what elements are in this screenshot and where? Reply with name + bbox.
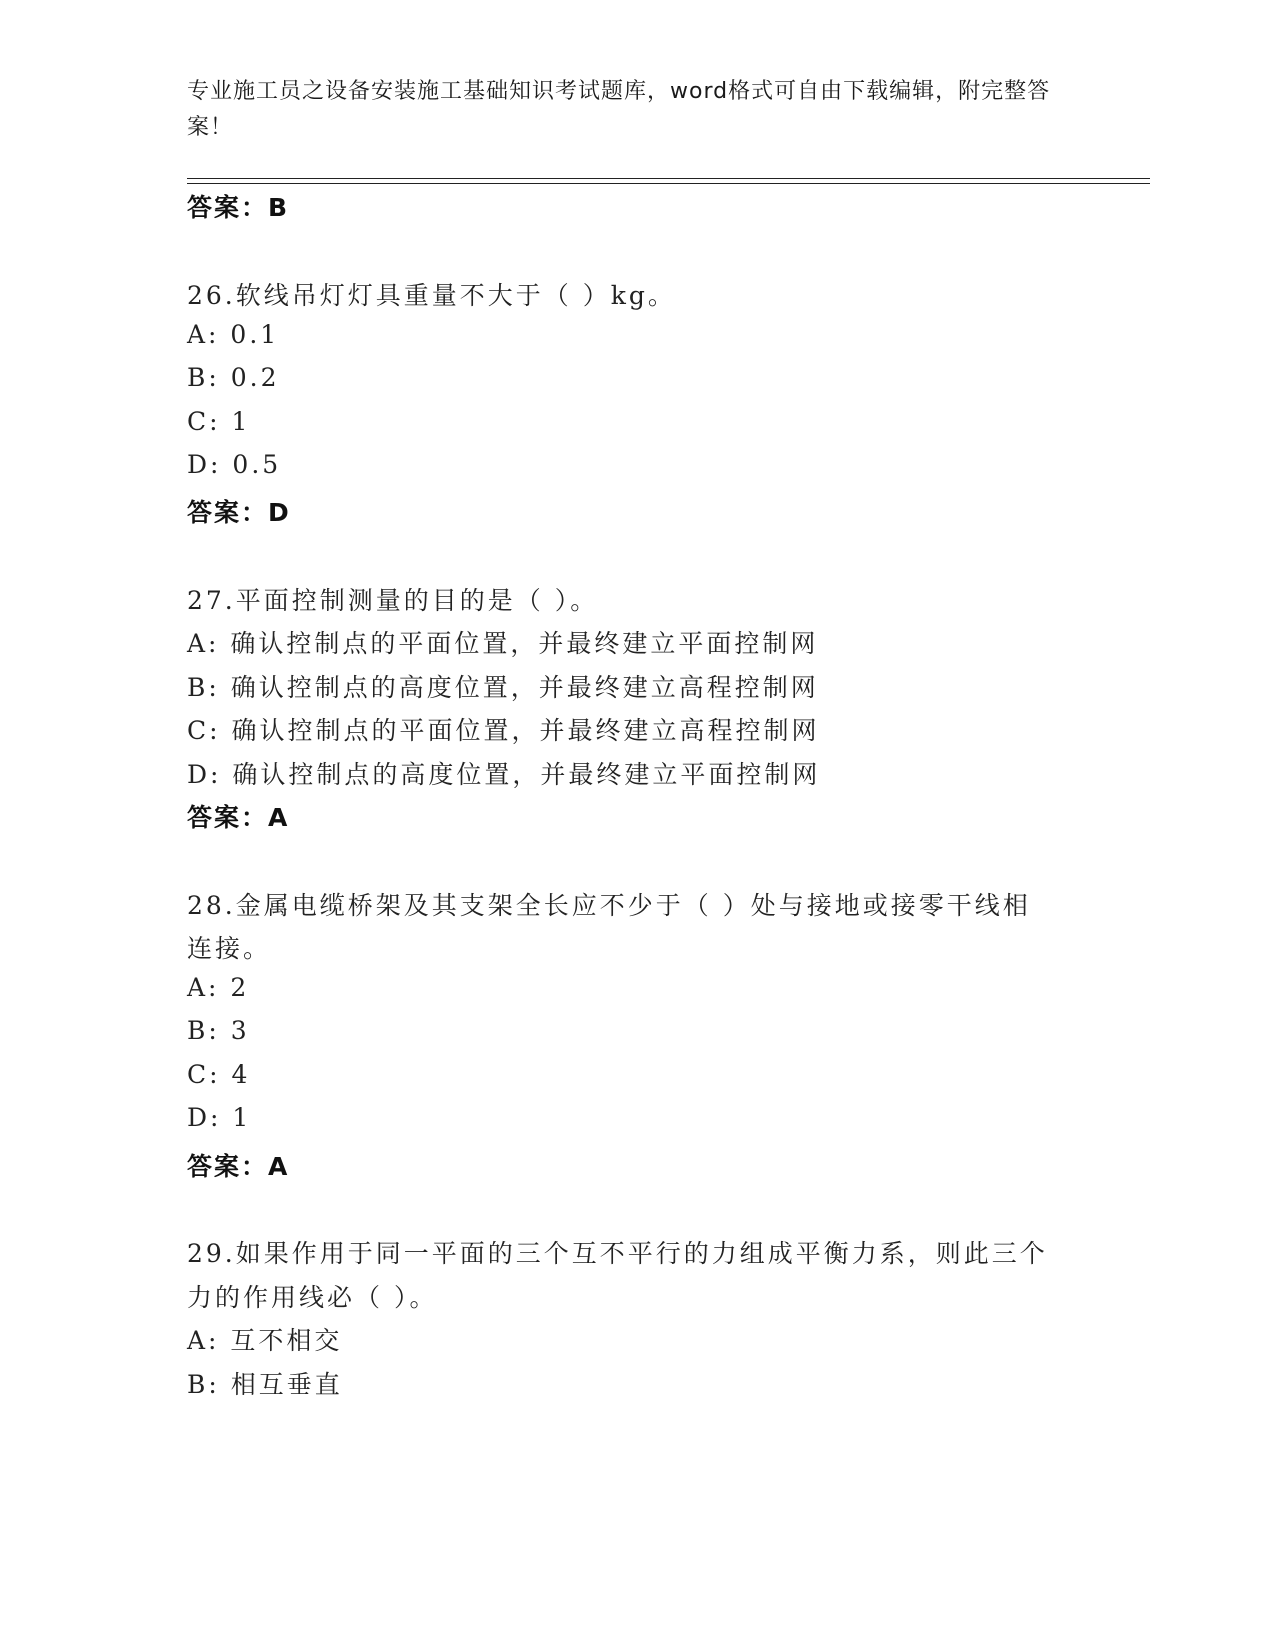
question-28-stem-line2: 连接。 — [187, 934, 272, 963]
question-28-option-b: B: 3 — [187, 1016, 250, 1045]
question-26-option-b: B: 0.2 — [187, 363, 280, 392]
question-29-option-b: B: 相互垂直 — [187, 1370, 343, 1399]
question-29-stem-line1: 29.如果作用于同一平面的三个互不平行的力组成平衡力系，则此三个 — [187, 1239, 1048, 1268]
question-28-stem-line1: 28.金属电缆桥架及其支架全长应不少于（ ）处与接地或接零干线相 — [187, 891, 1031, 920]
question-29-option-a: A: 互不相交 — [187, 1326, 343, 1355]
document-header: 专业施工员之设备安装施工基础知识考试题库，word格式可自由下载编辑，附完整答案！ — [187, 79, 1051, 140]
question-27-option-a: A: 确认控制点的平面位置，并最终建立平面控制网 — [187, 629, 819, 658]
question-26-option-c: C: 1 — [187, 407, 251, 436]
question-27-option-b: B: 确认控制点的高度位置，并最终建立高程控制网 — [187, 673, 819, 702]
question-28-answer: 答案：A — [187, 1152, 290, 1181]
question-28-option-a: A: 2 — [187, 973, 250, 1002]
header-rule-bottom — [187, 183, 1150, 184]
question-28-option-d: D: 1 — [187, 1103, 252, 1132]
question-28-option-c: C: 4 — [187, 1060, 251, 1089]
question-27-answer: 答案：A — [187, 803, 290, 832]
question-27-option-c: C: 确认控制点的平面位置，并最终建立高程控制网 — [187, 716, 820, 745]
question-26-option-d: D: 0.5 — [187, 450, 282, 479]
answer-prev: 答案：B — [187, 193, 290, 222]
question-26-answer: 答案：D — [187, 498, 291, 527]
header-rule-top — [187, 178, 1150, 179]
question-27-stem: 27.平面控制测量的目的是（ ）。 — [187, 586, 599, 615]
question-26-option-a: A: 0.1 — [187, 320, 280, 349]
question-27-option-d: D: 确认控制点的高度位置，并最终建立平面控制网 — [187, 760, 821, 789]
question-26-stem: 26.软线吊灯灯具重量不大于（ ）kg。 — [187, 281, 676, 310]
question-29-stem-line2: 力的作用线必（ ）。 — [187, 1283, 438, 1312]
